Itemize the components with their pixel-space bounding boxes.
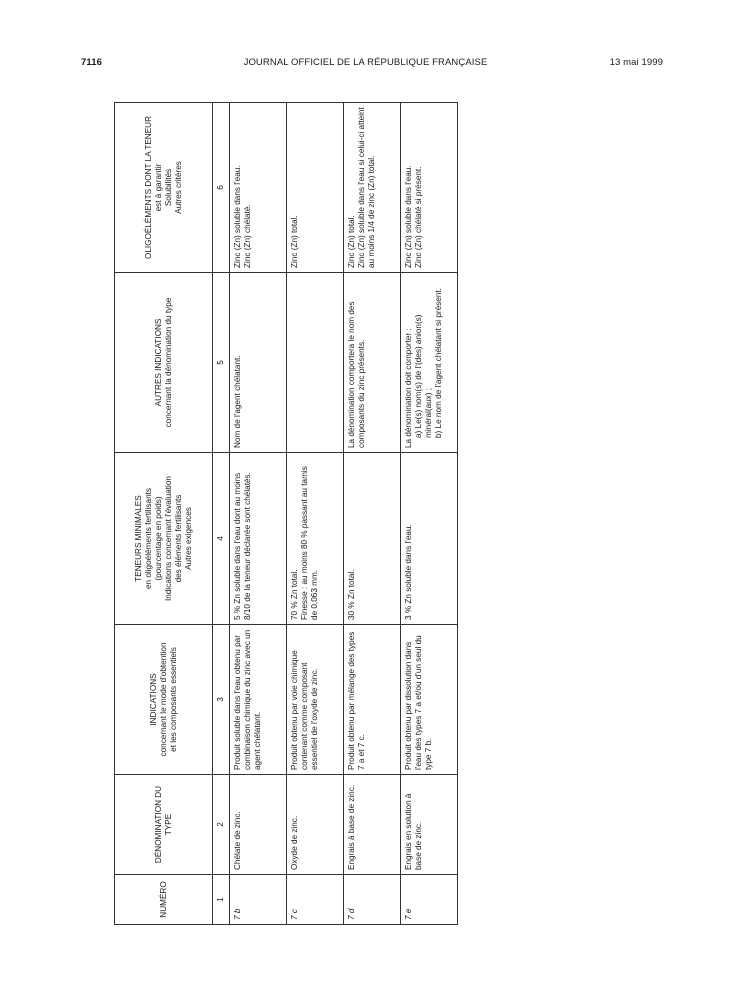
table-row xyxy=(344,103,401,925)
column-header-line: en oligoéléments fertilisants xyxy=(143,487,153,590)
cell-text-line: 3 % Zn soluble dans l'eau. xyxy=(404,524,413,620)
cell-oligo xyxy=(287,103,344,273)
column-number: 1 xyxy=(213,875,230,925)
cell-text-line: La dénomination doit comporter : xyxy=(404,328,413,448)
table-row xyxy=(230,103,287,925)
cell-denomination: Engrais en solution à base de zinc. xyxy=(401,775,458,875)
column-header-line: est à garantir xyxy=(153,163,163,212)
cell-text-line: Zinc (Zn) total. xyxy=(290,215,299,268)
cell-numero: 7 c xyxy=(287,875,344,925)
rotated-table-container xyxy=(114,103,443,925)
journal-title: JOURNAL OFFICIEL DE LA RÉPUBLIQUE FRANÇAISE xyxy=(243,57,488,68)
page-number: 7116 xyxy=(81,57,103,68)
cell-oligo xyxy=(344,103,401,273)
cell-text-line: Zinc (Zn) soluble dans l'eau. xyxy=(233,165,242,268)
cell-text-line: 5 % Zn soluble dans l'eau dont au moins 8/10 de la teneur déclarée sont chélatés. xyxy=(233,472,252,620)
cell-text-line: Produit soluble dans l'eau obtenu par combinaison chimique du zinc avec un agent chélatant. xyxy=(233,629,262,770)
cell-text-line: Zinc (Zn) chélaté si présent. xyxy=(414,166,423,268)
cell-text-line: Produit obtenu par mélange des types 7 a et 7 c. xyxy=(347,631,366,770)
cell-oligo xyxy=(230,103,287,273)
cell-teneurs xyxy=(230,453,287,625)
cell-text-line: Zinc (Zn) total. xyxy=(347,215,356,268)
table-row xyxy=(401,103,458,925)
cell-denomination: Chélate de zinc. xyxy=(230,775,287,875)
column-header-line: et les composants essentiels xyxy=(168,647,178,752)
cell-indications xyxy=(401,625,458,775)
cell-denomination: Engrais à base de zinc. xyxy=(344,775,401,875)
column-header-line: Autres exigences xyxy=(183,507,193,570)
cell-text-line: Produit obtenu par dissolution dans l'eau des types 7 a et/ou d'un seul du type 7 b. xyxy=(404,635,433,770)
column-header xyxy=(115,103,213,273)
cell-text-line: Zinc (Zn) soluble dans l'eau. xyxy=(404,165,413,268)
header-row xyxy=(115,103,213,925)
column-number: 5 xyxy=(213,273,230,453)
column-header-line: AUTRES INDICATIONS xyxy=(153,318,163,407)
column-header-line: concernant la dénomination du type xyxy=(163,297,173,428)
column-header-line: concernant le mode d'obtention xyxy=(158,642,168,757)
column-header xyxy=(115,775,213,875)
column-header-line: (pourcentage en poids) xyxy=(153,496,163,581)
table-body xyxy=(230,103,458,925)
cell-teneurs xyxy=(287,453,344,625)
column-header-line: Autres critères xyxy=(173,161,183,214)
column-number-row xyxy=(213,103,230,925)
column-header-line: DÉNOMINATION DU TYPE xyxy=(153,785,173,864)
cell-denomination: Oxyde de zinc. xyxy=(287,775,344,875)
cell-numero: 7 d xyxy=(344,875,401,925)
cell-text-line: 70 % Zn total. xyxy=(290,569,299,620)
cell-autres xyxy=(344,273,401,453)
cell-text-line: Zinc (Zn) soluble dans l'eau si celui-ci atteint au moins 1/4 de zinc (Zn) total. xyxy=(357,107,376,268)
cell-text-line: 30 % Zn total. xyxy=(347,569,356,620)
column-header xyxy=(115,625,213,775)
cell-text-line: b) Le nom de l'agent chélatant si présent. xyxy=(434,288,443,438)
cell-teneurs xyxy=(344,453,401,625)
column-number: 6 xyxy=(213,103,230,273)
column-header xyxy=(115,875,213,925)
publication-date: 13 mai 1999 xyxy=(609,57,663,68)
column-header-line: Solubilités xyxy=(163,168,173,207)
cell-autres xyxy=(401,273,458,453)
column-header-line: OLIGOÉLÉMENTS DONT LA TENEUR xyxy=(143,116,153,260)
column-header-line: des éléments fertilisants xyxy=(173,494,183,583)
cell-text-line: Nom de l'agent chélatant. xyxy=(233,355,242,448)
cell-indications xyxy=(287,625,344,775)
column-header-line: Indications concernant l'évaluation xyxy=(163,476,173,601)
zinc-fertilizer-table xyxy=(114,102,458,925)
cell-indications xyxy=(230,625,287,775)
cell-oligo xyxy=(401,103,458,273)
column-header xyxy=(115,273,213,453)
column-number: 2 xyxy=(213,775,230,875)
cell-autres xyxy=(287,273,344,453)
column-header xyxy=(115,453,213,625)
column-number: 4 xyxy=(213,453,230,625)
cell-teneurs xyxy=(401,453,458,625)
cell-text-line: a) Le(s) nom(s) de l'(des) anion(s) minéral(aux) ; xyxy=(414,314,433,438)
table-row xyxy=(287,103,344,925)
column-header-line: NUMÉRO xyxy=(158,881,168,918)
column-header-line: TENEURS MINIMALES xyxy=(133,495,143,582)
cell-numero: 7 b xyxy=(230,875,287,925)
cell-numero: 7 e xyxy=(401,875,458,925)
cell-indications xyxy=(344,625,401,775)
cell-text-line: Produit obtenu par voie chimique contenant comme composant essentiel de l'oxyde de zinc. xyxy=(290,650,319,770)
column-number: 3 xyxy=(213,625,230,775)
cell-text-line: La dénomination comportera le nom des composants du zinc présents. xyxy=(347,301,366,448)
cell-text-line: Finesse : au moins 80 % passant au tamis de 0,063 mm. xyxy=(300,466,319,620)
cell-text-line: Zinc (Zn) chélaté. xyxy=(243,204,252,268)
column-header-line: INDICATIONS xyxy=(148,673,158,726)
cell-autres xyxy=(230,273,287,453)
